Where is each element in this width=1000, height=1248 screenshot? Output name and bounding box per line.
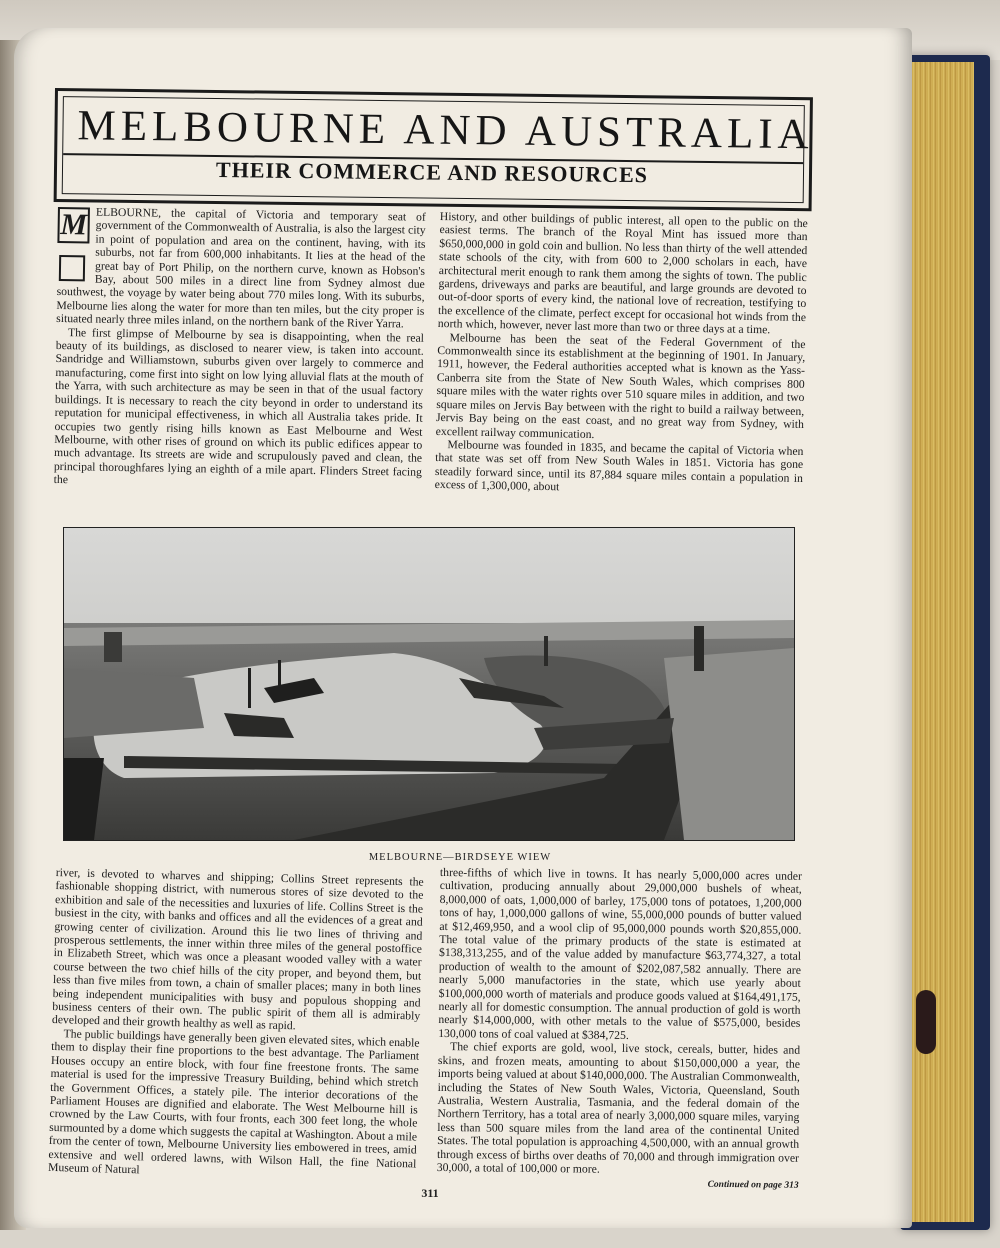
paragraph: The chief exports are gold, wool, live stock, cereals, butter, hides and skins, and frozen meats, amounting to about $150,000,000 a year, the imports being valued at about $140,000,000. The Australian Commonwealth, including the States of New South Wales, Victoria, Queensland, South Australia, Western Australia, Tasmania, and the federal domain of the Northern Territory, has a total area of nearly 3,000,000 square miles, varying less than 500 square miles from the land area of the continental United States. The total population is approaching 4,500,000, with an annual growth through excess of births over deaths of 70,000 and through immigration over 30,000, a total of 100,000 or more. (436, 1040, 801, 1176)
page-number: 311 (421, 1186, 439, 1200)
paragraph: Melbourne was founded in 1835, and became the capital of Victoria when that state was set off from New South Wales in 1851. Victoria has gone steadily forward since, until its 87,884 square miles contain a population in excess of 1,300,000, about (434, 438, 804, 494)
title-banner (54, 88, 813, 211)
page-subtitle: THEIR COMMERCE AND RESOURCES (215, 156, 649, 188)
column-top-left (54, 205, 426, 492)
paragraph: ELBOURNE, the capital of Victoria and temporary seat of government of the Commonwealth of Australia, is also the largest city in point of population and area on the continent, having, with its suburbs, not far from 600,000 inhabitants. It lies at the head of the great bay of Port Philip, on the northern curve, known as Hobson's Bay, about 500 miles in a direct line from Sydney almost due southwest, the voyage by water being about 770 miles long. With its suburbs, Melbourne lies along the water for more than ten miles, but the city proper is situated nearly three miles inland, on the northern bank of the River Yarra. (56, 205, 426, 331)
birdseye-photograph (63, 527, 795, 841)
paragraph: three-fifths of which live in towns. It has nearly 5,000,000 acres under cultivation, producing annually about 29,000,000 bushels of wheat, 8,000,000 of oats, 1,000,000 of barley, 175,000 tons of potatoes, 1,200,000 tons of hay, 1,000,000 gallons of wine, 55,000,000 pounds of butter valued at $12,469,950, and a wool clip of 95,000,000 pounds worth $20,855,000. The total value of the primary products of the state is estimated at $138,313,255, and of the value added by manufacture $63,774,327, a total production of wealth to the amount of $202,087,582 annually. There are nearly 5,000 manufactories in the state, which use yearly about $100,000,000 worth of materials and produce goods valued at $164,491,175, nearly all for domestic consumption. The annual production of gold is worth nearly $14,000,000, with other metals to the value of $575,000, besides 130,000 tons of coal valued at $384,725. (438, 866, 802, 1042)
page-title: MELBOURNE AND AUSTRALIA (77, 102, 814, 159)
paragraph: The first glimpse of Melbourne by sea is disappointing, when the real beauty of its buildings, as disclosed to nearer view, is taken into account. Sandridge and Williamstown, suburbs given over largely to commerce and manufacturing, come first into sight on low lying alluvial flats at the mouth of the Yarra, with such architecture as may be seen in that of the usual factory buildings. It is necessary to reach the city beyond in order to understand its reputation for municipal effectiveness, in which all Australia takes pride. It occupies two gently rising hills known as East Melbourne and West Melbourne, with other rises of ground on which its public edifices appear to much advantage. Its streets are wide and scrupulously paved and clean, the principal thoroughfares lying an eighth of a mile apart. Flinders Street facing the (53, 325, 425, 487)
paragraph: river, is devoted to wharves and shipping; Collins Street represents the fashionable shopping district, with numerous stores of size devoted to the exhibition and sale of the necessities and luxuries of life. Collins Street is the busiest in the city, with banks and offices and all the evidences of a great and growing center of civilization. Around this lie two lines of thriving and prosperous settlements, the inner within three miles of the general postoffice in Elizabeth Street, which was once a pleasant wooded valley with a water course between the two chief hills of the city proper, and beyond them, but less than five miles from town, a chain of smaller places; many in both lines being independent municipalities with busy and populous shopping and business centers of their own. The public spirit of them all is admirably developed and their growth healthy as well as rapid. (51, 866, 424, 1033)
continued-note: Continued on page 313 (707, 1180, 799, 1192)
page-tab-marker (916, 990, 936, 1054)
column-bottom-left (48, 866, 424, 1184)
column-top-right (435, 210, 808, 499)
dropcap-ornament (59, 255, 85, 281)
paragraph: Melbourne has been the seat of the Federal Government of the Commonwealth since its establishment at the beginning of 1901. In January, 1911, however, the Federal authorities accepted what is known as the Yass-Canberra site from the State of New South Wales, which comprises 800 square miles with the water rights over 510 square miles in addition, and two square miles on Jervis Bay between with the right to build a railway between, Jervis Bay being on the east coast, and no great way from Sydney, with excellent railway communication. (435, 330, 806, 441)
city-harbor-image (64, 528, 794, 840)
paragraph: History, and other buildings of public interest, all open to the public on the easiest terms. The branch of the Royal Mint has issued more than $650,000,000 in gold coin and bullion. No less than thirty of the well attended state schools of the city, with from 600 to 2,000 scholars in each, have architectural merit enough to rank them among the sights of town. The public gardens, driveways and parks are beautiful, and large grounds are devoted to out-of-door sports of every kind, the national love of recreation, testifying to the excellence of the climate, perfect except for occasional hot winds from the north which, however, never last more than two or three days at a time. (437, 210, 808, 337)
dropcap-letter: M (57, 207, 90, 243)
photo-caption: MELBOURNE—BIRDSEYE WIEW (368, 852, 552, 863)
paragraph: The public buildings have generally been given elevated sites, which enable them to display their fine proportions to the best advantage. The Parliament Houses occupy an entire block, with four fine freestone fronts. The same material is used for the impressive Treasury Building, behind which stretch the Government Offices, a stately pile. The interior decorations of the Parliament Houses are dignified and elaborate. The West Melbourne hill is crowned by the Law Courts, with four fronts, each 300 feet long, the whole surmounted by a dome which suggests the capital at Washington. About a mile from the center of town, Melbourne University lies embowered in trees, amid extensive and well ordered lawns, with Wilson Hall, the fine National Museum of Natural (47, 1027, 420, 1177)
column-bottom-right (437, 866, 802, 1194)
